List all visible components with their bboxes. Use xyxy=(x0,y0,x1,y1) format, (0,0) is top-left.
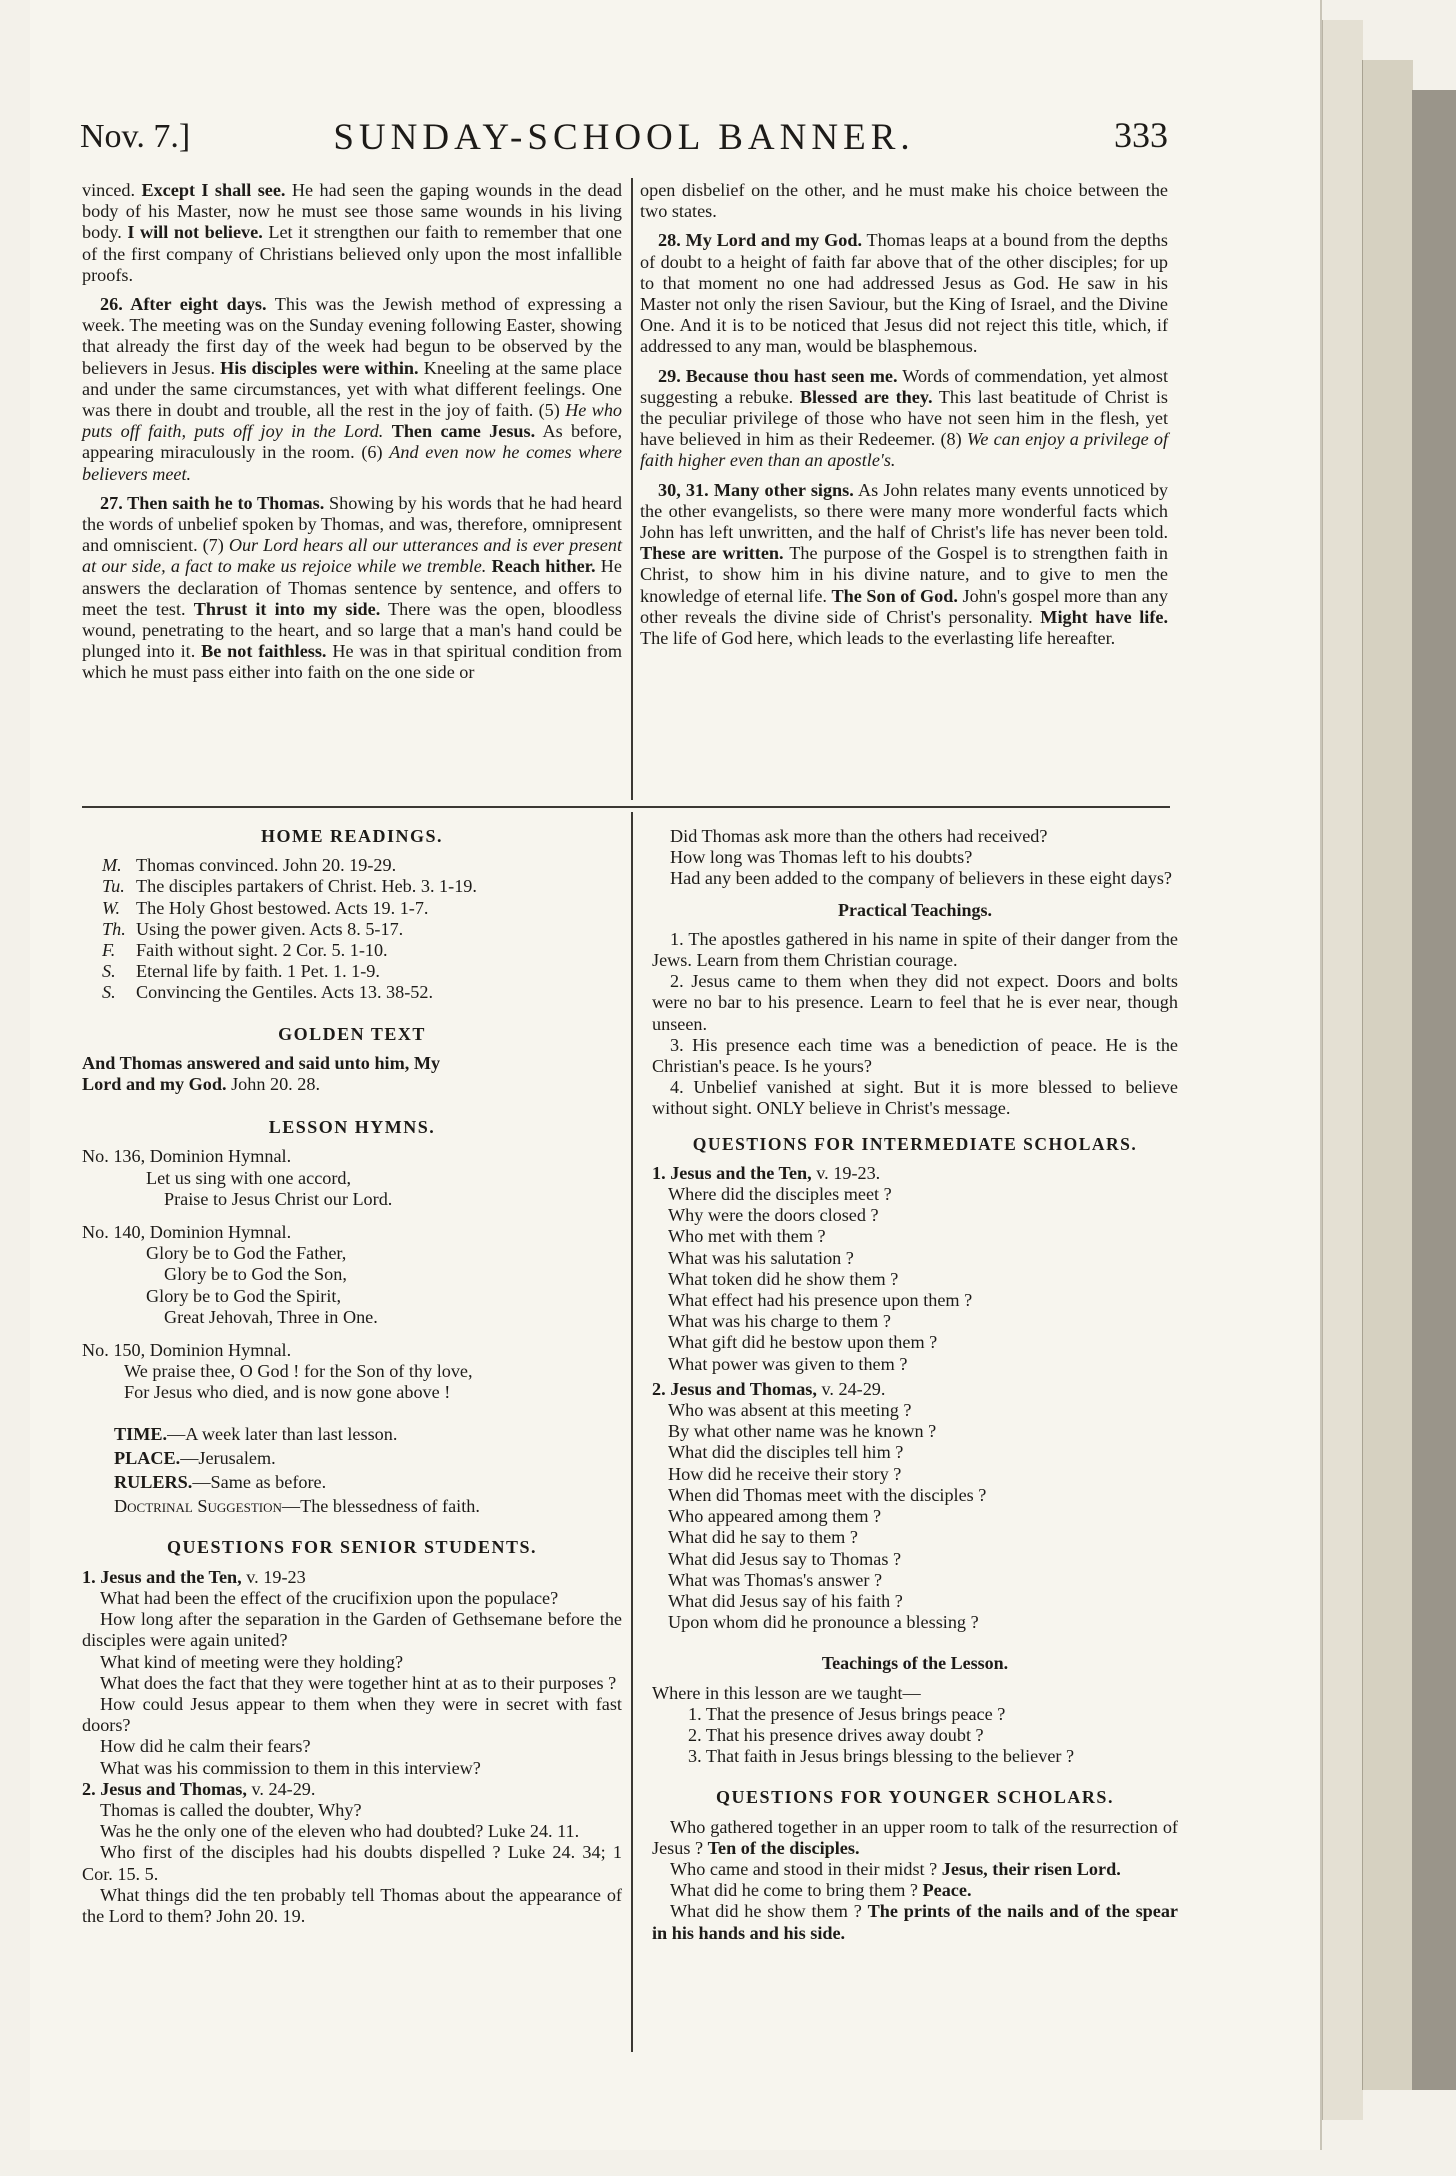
teaching-item: 2. Jesus came to them when they did not expect. Doors and bolts were no bar to his presence. Learn to feel that he is ever near, though unseen. xyxy=(652,971,1178,1034)
note-paragraph xyxy=(82,493,622,684)
reading-item xyxy=(102,982,622,1003)
lesson-aids-left-column xyxy=(82,826,622,1927)
question: What does the fact that they were together hint at as to their purposes ? xyxy=(100,1672,617,1693)
reading-text: Thomas convinced. John 20. 19-29. xyxy=(136,855,397,876)
question: When did Thomas meet with the disciples ? xyxy=(668,1484,987,1505)
reading-item xyxy=(102,919,622,940)
question: What did the disciples tell him ? xyxy=(668,1442,904,1463)
doctrinal-text: —The blessedness of faith. xyxy=(281,1496,480,1517)
question: Why were the doors closed ? xyxy=(668,1205,879,1226)
note-paragraph xyxy=(82,180,622,286)
note-keyword: I will not believe. xyxy=(127,222,263,243)
question: Had any been added to the company of believers in these eight days? xyxy=(670,868,1173,889)
reading-text: The disciples partakers of Christ. Heb. 3. 1-19. xyxy=(136,876,477,897)
hymn-number: No. 136, Dominion Hymnal. xyxy=(82,1146,292,1167)
answer: Ten of the disciples. xyxy=(707,1837,860,1858)
note-text: As before, appearing miraculously in the room. (6) xyxy=(82,421,622,463)
question: How could Jesus appear to them when they were in secret with fast doors? xyxy=(82,1693,622,1736)
reading-text: Faith without sight. 2 Cor. 5. 1-10. xyxy=(136,940,388,961)
question: Was he the only one of the eleven who had doubted? Luke 24. 11. xyxy=(100,1821,580,1842)
note-keyword: Except I shall see. xyxy=(141,180,286,200)
lesson-time xyxy=(114,1424,622,1445)
note-keyword: The Son of God. xyxy=(831,585,958,606)
note-text: This last beatitude of Christ is the peculiar privilege of those who have not seen him in the flesh, yet have believed in him as their Redeemer. (8) xyxy=(640,386,1169,450)
teaching-item: 2. That his presence drives away doubt ? xyxy=(688,1724,984,1745)
teachings-intro: Where in this lesson are we taught— xyxy=(652,1682,921,1703)
question: Upon whom did he pronounce a blessing ? xyxy=(668,1612,979,1633)
note-text: He had seen the gaping wounds in the dead body of his Master, now he must see those same wounds in his living body. xyxy=(82,180,622,243)
hymn-line: We praise thee, O God ! for the Son of thy love, xyxy=(124,1361,473,1382)
question: How did he calm their fears? xyxy=(100,1736,311,1757)
question: By what other name was he known ? xyxy=(668,1421,937,1442)
reading-item xyxy=(102,898,622,919)
note-keyword: These are written. xyxy=(640,543,784,564)
golden-text-reference: John 20. 28. xyxy=(231,1074,320,1095)
section-heading-label: 1. Jesus and the Ten, xyxy=(652,1162,812,1183)
place-text: —Jerusalem. xyxy=(180,1447,276,1468)
book-binding-shadow xyxy=(1412,90,1456,2090)
question: Who was absent at this meeting ? xyxy=(668,1400,912,1421)
reading-day: S. xyxy=(102,982,116,1003)
teaching-item: 3. His presence each time was a benediction of peace. He is the Christian's peace. Is he yours? xyxy=(652,1034,1178,1077)
note-keyword: 28. My Lord and my God. xyxy=(658,230,863,251)
page-edge xyxy=(1322,20,1363,2120)
reading-day: Tu. xyxy=(102,876,125,897)
younger-questions-title: QUESTIONS FOR YOUNGER SCHOLARS. xyxy=(716,1787,1114,1808)
note-application: Our Lord hears all our utterances and is ever present at our side, a fact to make us rejoice while we tremble. xyxy=(82,535,622,577)
teaching-item: 1. The apostles gathered in his name in spite of their danger from the Jews. Learn from them Christian courage. xyxy=(652,928,1178,971)
reading-day: M. xyxy=(102,855,122,876)
note-text: He was in that spiritual condition from which he must pass either into faith on the one side or xyxy=(82,641,622,683)
question: What was Thomas's answer ? xyxy=(668,1569,883,1590)
section-heading-label: 1. Jesus and the Ten, xyxy=(82,1566,242,1587)
question: What effect had his presence upon them ? xyxy=(668,1290,973,1311)
note-text: vinced. xyxy=(82,180,142,200)
hymn-line: Glory be to God the Father, xyxy=(146,1243,347,1264)
verse-reference: v. 19-23. xyxy=(811,1162,881,1183)
note-keyword: 29. Because thou hast seen me. xyxy=(658,365,898,386)
qa-item xyxy=(652,1901,1178,1943)
column-divider xyxy=(631,812,633,2052)
question: What did he show them ? xyxy=(670,1901,862,1922)
doctrinal-suggestion xyxy=(114,1496,622,1517)
section-heading xyxy=(652,1163,1178,1184)
note-application: And even now he comes where believers meet. xyxy=(82,442,622,484)
note-text xyxy=(383,421,391,441)
time-text: —A week later than last lesson. xyxy=(167,1423,398,1444)
hymn-line: For Jesus who died, and is now gone above ! xyxy=(124,1382,451,1403)
note-text: John's gospel more than any other reveals the divine side of Christ's personality. xyxy=(640,585,1168,627)
note-keyword: Blessed are they. xyxy=(799,386,933,407)
reading-text: Using the power given. Acts 8. 5-17. xyxy=(136,918,404,939)
question: What was his charge to them ? xyxy=(668,1311,891,1332)
question: What did Jesus say of his faith ? xyxy=(668,1590,903,1611)
question: What did Jesus say to Thomas ? xyxy=(668,1548,902,1569)
note-application: He who puts off faith, puts off joy in the Lord. xyxy=(82,400,623,442)
note-keyword: Reach hither. xyxy=(491,556,596,577)
lesson-rulers xyxy=(114,1472,622,1493)
verse-reference: v. 24-29. xyxy=(246,1778,316,1799)
note-text: Let it strengthen our faith to remember that one of the first company of Christians believed only upon the most infallible proofs. xyxy=(82,222,622,285)
question: Who first of the disciples had his doubts dispelled ? Luke 24. 34; 1 Cor. 15. 5. xyxy=(82,1842,622,1884)
golden-text-title: GOLDEN TEXT xyxy=(278,1023,426,1044)
note-paragraph xyxy=(640,230,1168,357)
answer: The prints of the nails and of the spear in his hands and his side. xyxy=(652,1901,1179,1943)
question: Thomas is called the doubter, Why? xyxy=(100,1799,362,1820)
note-paragraph xyxy=(640,180,1168,222)
section-heading xyxy=(652,1379,1178,1400)
question: Where did the disciples meet ? xyxy=(668,1184,892,1205)
time-label: TIME. xyxy=(114,1423,168,1444)
note-text: open disbelief on the other, and he must make his choice between the two states. xyxy=(640,180,1168,222)
notes-left-column xyxy=(82,180,622,692)
question: How long after the separation in the Garden of Gethsemane before the disciples were again united? xyxy=(82,1609,622,1651)
qa-item xyxy=(652,1880,1178,1901)
hymn-number: No. 140, Dominion Hymnal. xyxy=(82,1222,292,1243)
reading-text: Convincing the Gentiles. Acts 13. 38-52. xyxy=(136,982,434,1003)
note-paragraph xyxy=(640,366,1168,472)
note-paragraph xyxy=(640,480,1168,650)
page-header xyxy=(80,110,1168,160)
note-text: There was the open, bloodless wound, penetrating to the heart, and so large that a man's hand could be plunged into it. xyxy=(82,598,622,662)
question: How did he receive their story ? xyxy=(668,1463,902,1484)
hymn-line: Glory be to God the Son, xyxy=(164,1264,347,1285)
question: What token did he show them ? xyxy=(668,1268,899,1289)
note-text: As John relates many events unnoticed by the other evangelists, so there were many more wonderful facts which John has left unwritten, and the half of Christ's life has never been told. xyxy=(640,479,1169,543)
golden-text xyxy=(82,1053,622,1095)
question: Did Thomas ask more than the others had received? xyxy=(670,826,1048,846)
reading-item xyxy=(102,961,622,982)
golden-text-line: Lord and my God. xyxy=(82,1074,227,1095)
hymn-line: Let us sing with one accord, xyxy=(146,1167,352,1188)
section-heading-label: 2. Jesus and Thomas, xyxy=(82,1778,247,1799)
question: Who gathered together in an upper room to talk of the resurrection of Jesus ? xyxy=(652,1816,1178,1858)
intermediate-questions-title: QUESTIONS FOR INTERMEDIATE SCHOLARS. xyxy=(692,1133,1138,1154)
question: What did he say to them ? xyxy=(668,1527,858,1548)
issue-date: Nov. 7.] xyxy=(80,118,191,155)
note-keyword: 30, 31. Many other signs. xyxy=(658,479,854,500)
answer: Peace. xyxy=(922,1880,972,1901)
qa-item xyxy=(652,1817,1178,1859)
question: What was his commission to them in this interview? xyxy=(100,1757,481,1778)
note-keyword: Thrust it into my side. xyxy=(193,598,381,619)
hymn-line: Great Jehovah, Three in One. xyxy=(164,1306,378,1327)
question: What did he come to bring them ? xyxy=(670,1880,918,1901)
note-keyword: 27. Then saith he to Thomas. xyxy=(100,492,325,513)
question: What had been the effect of the crucifixion upon the populace? xyxy=(100,1587,559,1608)
reading-text: The Holy Ghost bestowed. Acts 19. 1-7. xyxy=(136,897,429,918)
page-number: 333 xyxy=(1114,115,1168,155)
teaching-item: 4. Unbelief vanished at sight. But it is more blessed to believe without sight. ONLY believe in Christ's message. xyxy=(652,1077,1178,1119)
column-divider xyxy=(631,178,633,800)
question: Who appeared among them ? xyxy=(668,1506,882,1527)
note-application: We can enjoy a privilege of faith higher even than an apostle's. xyxy=(640,429,1168,471)
reading-item xyxy=(102,855,622,876)
question: What gift did he bestow upon them ? xyxy=(668,1332,938,1353)
teaching-item: 1. That the presence of Jesus brings peace ? xyxy=(688,1703,1006,1724)
hymn-number: No. 150, Dominion Hymnal. xyxy=(82,1340,292,1361)
question: Who came and stood in their midst ? xyxy=(670,1858,938,1879)
page-edge xyxy=(1362,60,1413,2090)
notes-right-column xyxy=(640,180,1168,657)
note-keyword: Then came Jesus. xyxy=(391,421,536,442)
intermediate-questions-list xyxy=(652,1400,1178,1633)
section-divider xyxy=(82,806,1170,808)
reading-text: Eternal life by faith. 1 Pet. 1. 1-9. xyxy=(136,961,380,982)
practical-teachings-title: Practical Teachings. xyxy=(838,899,992,920)
reading-day: W. xyxy=(102,897,121,918)
verse-reference: v. 24-29. xyxy=(816,1378,886,1399)
lesson-hymns-title: LESSON HYMNS. xyxy=(268,1117,436,1138)
note-keyword: His disciples were within. xyxy=(220,357,419,378)
qa-item xyxy=(652,1859,1178,1880)
note-text: Thomas leaps at a bound from the depths of doubt to a height of faith far above that of the other disciples; for up to that moment no one had addressed Jesus as God. He saw in his Master not only the risen Saviour, but the King of Israel, and the Divine One. And it is to be noticed that Jesus did not reject this title, which, if addressed to any man, would be blasphemous. xyxy=(640,230,1168,357)
journal-title: SUNDAY-SCHOOL BANNER. xyxy=(333,117,915,158)
place-label: PLACE. xyxy=(114,1447,181,1468)
section-heading xyxy=(82,1779,622,1800)
verse-reference: v. 19-23 xyxy=(241,1566,306,1587)
home-readings-list xyxy=(82,855,622,1003)
reading-day: Th. xyxy=(102,918,126,939)
question: What things did the ten probably tell Thomas about the appearance of the Lord to them? John 20. 19. xyxy=(82,1884,622,1926)
note-text: Words of commendation, yet almost suggesting a rebuke. xyxy=(640,365,1168,407)
note-keyword: 26. After eight days. xyxy=(100,294,267,315)
doctrinal-label: Doctrinal Suggestion xyxy=(114,1496,282,1517)
reading-day: S. xyxy=(102,961,116,982)
note-keyword: Might have life. xyxy=(1040,606,1168,627)
note-text: The life of God here, which leads to the everlasting life hereafter. xyxy=(640,628,1116,649)
home-readings-title: HOME READINGS. xyxy=(260,826,443,846)
lesson-aids-right-column xyxy=(652,826,1178,1944)
hymn-line: Praise to Jesus Christ our Lord. xyxy=(164,1188,393,1209)
golden-text-line: And Thomas answered and said unto him, My xyxy=(82,1052,441,1073)
question: What kind of meeting were they holding? xyxy=(100,1651,404,1672)
teaching-item: 3. That faith in Jesus brings blessing to the believer ? xyxy=(688,1746,1075,1767)
hymn-line: Glory be to God the Spirit, xyxy=(146,1285,341,1306)
intermediate-questions-list xyxy=(652,1184,1178,1375)
reading-item xyxy=(102,940,622,961)
question: What was his salutation ? xyxy=(668,1247,854,1268)
section-heading xyxy=(82,1567,622,1588)
note-text: This was the Jewish method of expressing a week. The meeting was on the Sunday evening following Easter, showing that already the first day of the week had begun to be observed by the believers in Jesus. xyxy=(82,294,622,378)
note-keyword: Be not faithless. xyxy=(201,641,327,662)
note-text: He answers the declaration of Thomas sentence by sentence, and offers to meet the test. xyxy=(82,556,622,619)
rulers-label: RULERS. xyxy=(114,1472,193,1493)
note-text: Kneeling at the same place and under the same circumstances, yet with what different feelings. One was there in doubt and trouble, all the rest in the joy of faith. (5) xyxy=(82,357,622,421)
teachings-of-lesson-title: Teachings of the Lesson. xyxy=(821,1653,1009,1674)
question: What power was given to them ? xyxy=(668,1353,908,1374)
answer: Jesus, their risen Lord. xyxy=(941,1858,1121,1879)
note-paragraph xyxy=(82,294,622,485)
section-heading-label: 2. Jesus and Thomas, xyxy=(652,1378,817,1399)
lesson-place xyxy=(114,1448,622,1469)
reading-day: F. xyxy=(102,940,116,961)
note-text: Showing by his words that he had heard the words of unbelief spoken by Thomas, and was, therefore, omnipresent and omniscient. (7) xyxy=(82,492,622,556)
question: Who met with them ? xyxy=(668,1226,826,1247)
reading-item xyxy=(102,876,622,897)
rulers-text: —Same as before. xyxy=(192,1472,327,1493)
question: How long was Thomas left to his doubts? xyxy=(670,847,973,868)
note-text: The purpose of the Gospel is to strengthen faith in Christ, to show him in his divine nature, and to give to men the knowledge of eternal life. xyxy=(640,543,1168,606)
senior-questions-title: QUESTIONS FOR SENIOR STUDENTS. xyxy=(166,1537,538,1558)
